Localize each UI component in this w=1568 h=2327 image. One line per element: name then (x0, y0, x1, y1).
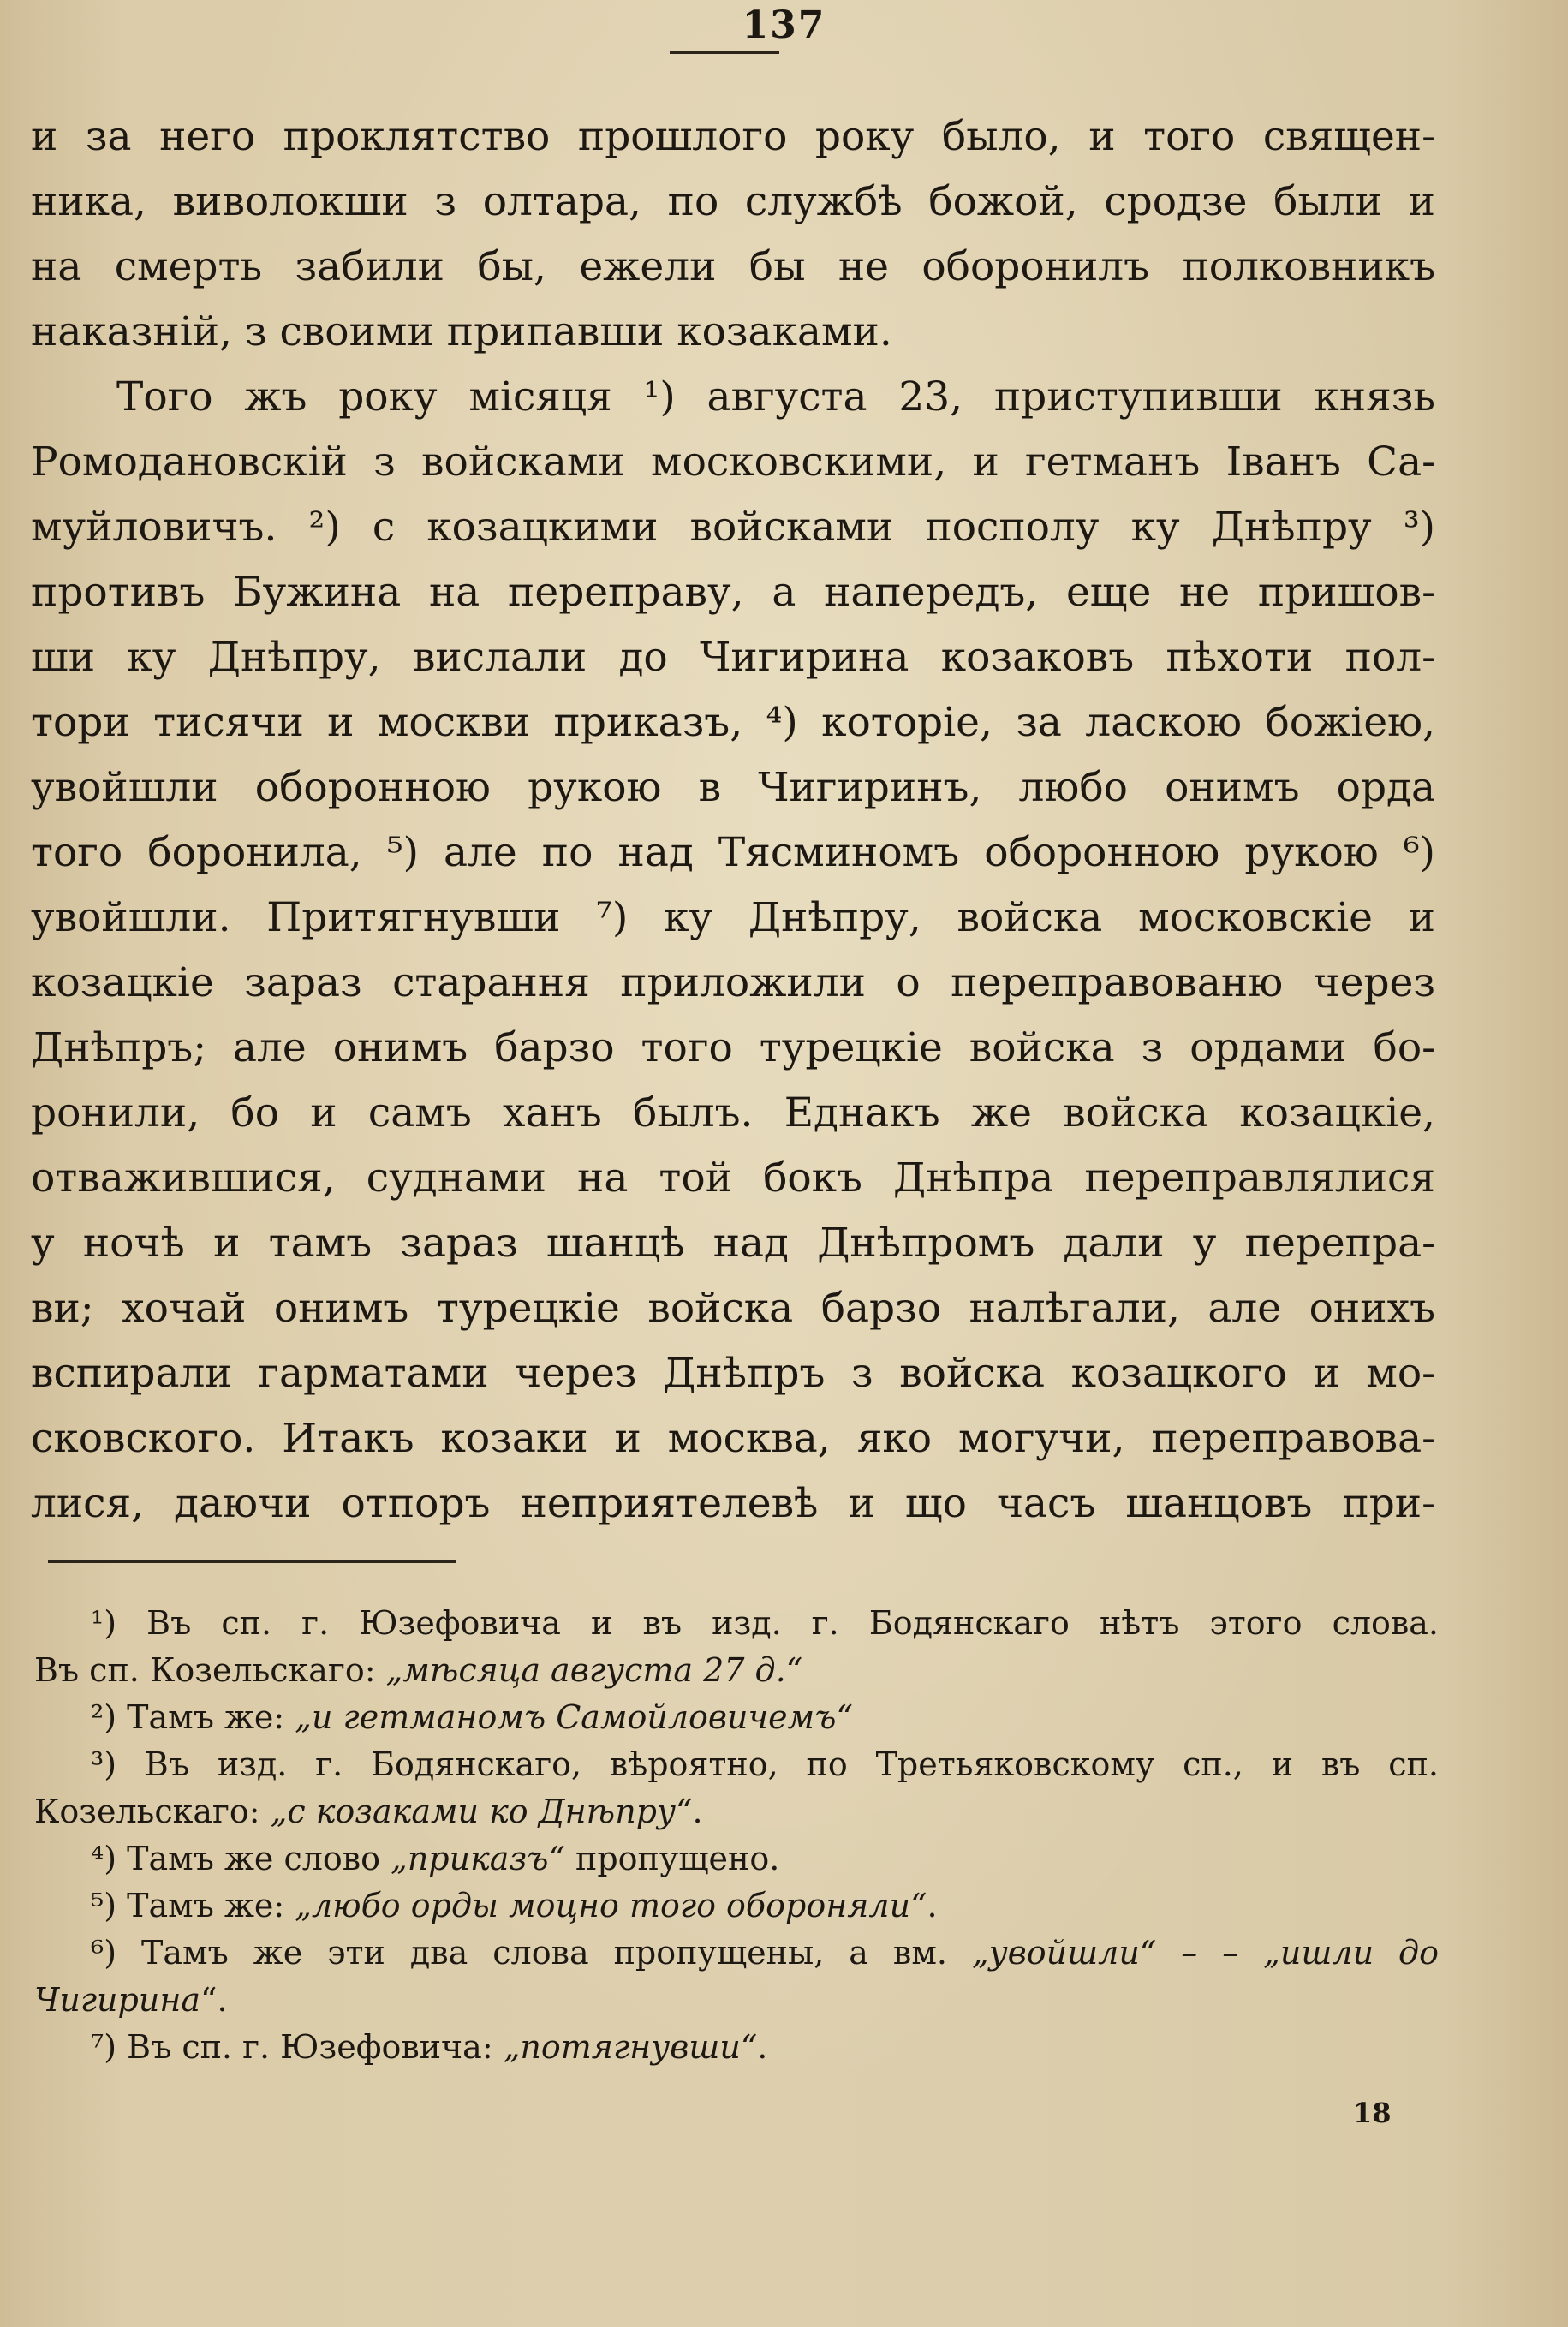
text-line: наказній, з своими припавши козаками. (31, 308, 892, 355)
footnote-quote: Чигирина (34, 1981, 201, 2019)
footnote-quote: „увойшли“ – – „ишли до (971, 1934, 1439, 1972)
text-line: Ромодановскій з войсками московскими, и гетманъ Іванъ Са- (31, 439, 1435, 486)
footnote-line (34, 2024, 1439, 2071)
footnote-line (34, 1930, 1439, 1977)
footnote-quote: „потягнувши“ (503, 2028, 758, 2066)
text-line: ви; хочай онимъ турецкіе войска барзо налѣгали, але онихъ (31, 1285, 1435, 1332)
footnote-line (34, 1882, 1439, 1930)
footnote-text: . (692, 1793, 703, 1830)
footnote-text: . (927, 1887, 938, 1924)
text-line: и за него проклятство прошлого року было, и того священ- (31, 113, 1435, 160)
footnote-text: . (757, 2028, 768, 2066)
footnote-line (34, 1694, 1439, 1741)
footnote-line (34, 1647, 1439, 1694)
text-line: сковского. Итакъ козаки и москва, яко могучи, переправова- (31, 1415, 1435, 1462)
footnote-text: ³) Въ изд. г. Бодянскаго, вѣроятно, по Третьяковскому сп., и въ сп. (91, 1745, 1439, 1783)
footnote-quote: „приказъ“ (391, 1840, 565, 1877)
header-rule (670, 51, 779, 54)
footnote-line (34, 1977, 1439, 2024)
footnote-text: Козельскаго: (34, 1793, 271, 1830)
footnote-line (34, 1741, 1439, 1788)
text-line: ника, виволокши з олтара, по службѣ божой, сродзе были и (31, 178, 1435, 225)
footnote-separator (48, 1560, 456, 1563)
text-line: Днѣпръ; але онимъ барзо того турецкіе войска з ордами бо- (31, 1024, 1435, 1071)
footnote-line (34, 1788, 1439, 1835)
text-line: вспирали гарматами через Днѣпръ з войска козацкого и мо- (31, 1350, 1435, 1397)
text-line: муйловичъ. ²) с козацкими войсками посполу ку Днѣпру ³) (31, 504, 1435, 551)
text-line: Того жъ року місяця ¹) августа 23, приступивши князь (116, 373, 1435, 421)
text-line: увойшли оборонною рукою в Чигиринъ, любо онимъ орда (31, 764, 1435, 811)
text-line: того боронила, ⁵) але по над Тясминомъ оборонною рукою ⁶) (31, 829, 1435, 876)
text-line: козацкіе зараз старання приложили о переправованю через (31, 959, 1435, 1006)
text-line: ронили, бо и самъ ханъ былъ. Еднакъ же войска козацкіе, (31, 1089, 1435, 1137)
text-line: на смерть забили бы, ежели бы не оборонилъ полковникъ (31, 243, 1435, 290)
footnote-text: ⁷) Въ сп. г. Юзефовича: (91, 2028, 504, 2066)
footnote-quote: „мѣсяца августа 27 д.“ (385, 1651, 803, 1689)
footnote-text: ⁴) Тамъ же слово (91, 1840, 391, 1877)
footnote-line (34, 1835, 1439, 1882)
footnote-quote: „любо орды моцно того обороняли“ (295, 1887, 927, 1924)
footnote-line (34, 1600, 1439, 1647)
footnote-text: пропущено. (564, 1840, 780, 1877)
footnote-text: ⁶) Тамъ же эти два слова пропущены, а вм. (91, 1934, 972, 1972)
text-line: увойшли. Притягнувши ⁷) ку Днѣпру, войска московскіе и (31, 894, 1435, 941)
text-line: лися, даючи отпоръ неприятелевѣ и що часъ шанцовъ при- (31, 1480, 1435, 1527)
footnote-text: ²) Тамъ же: (91, 1698, 295, 1736)
footnote-text: ¹) Въ сп. г. Юзефовича и въ изд. г. Бодянскаго нѣтъ этого слова. (91, 1604, 1439, 1642)
footnote-quote: „и гетманомъ Самойловичемъ“ (295, 1698, 853, 1736)
text-line: отважившися, суднами на той бокъ Днѣпра переправлялися (31, 1155, 1435, 1202)
page-number: 137 (742, 3, 826, 47)
main-text (31, 104, 1435, 1536)
text-line: ши ку Днѣпру, вислали до Чигирина козаковъ пѣхоти пол- (31, 634, 1435, 681)
text-line: у ночѣ и тамъ зараз шанцѣ над Днѣпромъ дали у перепра- (31, 1220, 1435, 1267)
signature-mark: 18 (1353, 2097, 1392, 2129)
text-line: противъ Бужина на переправу, а напередъ, еще не пришов- (31, 569, 1435, 616)
footnotes (34, 1600, 1439, 2071)
footnote-text: “. (200, 1981, 228, 2019)
footnote-text: Въ сп. Козельскаго: (34, 1651, 386, 1689)
text-line: тори тисячи и москви приказъ, ⁴) которіе, за ласкою божіею, (31, 699, 1435, 746)
footnote-quote: „с козаками ко Днѣпру“ (270, 1793, 693, 1830)
footnote-text: ⁵) Тамъ же: (91, 1887, 295, 1924)
